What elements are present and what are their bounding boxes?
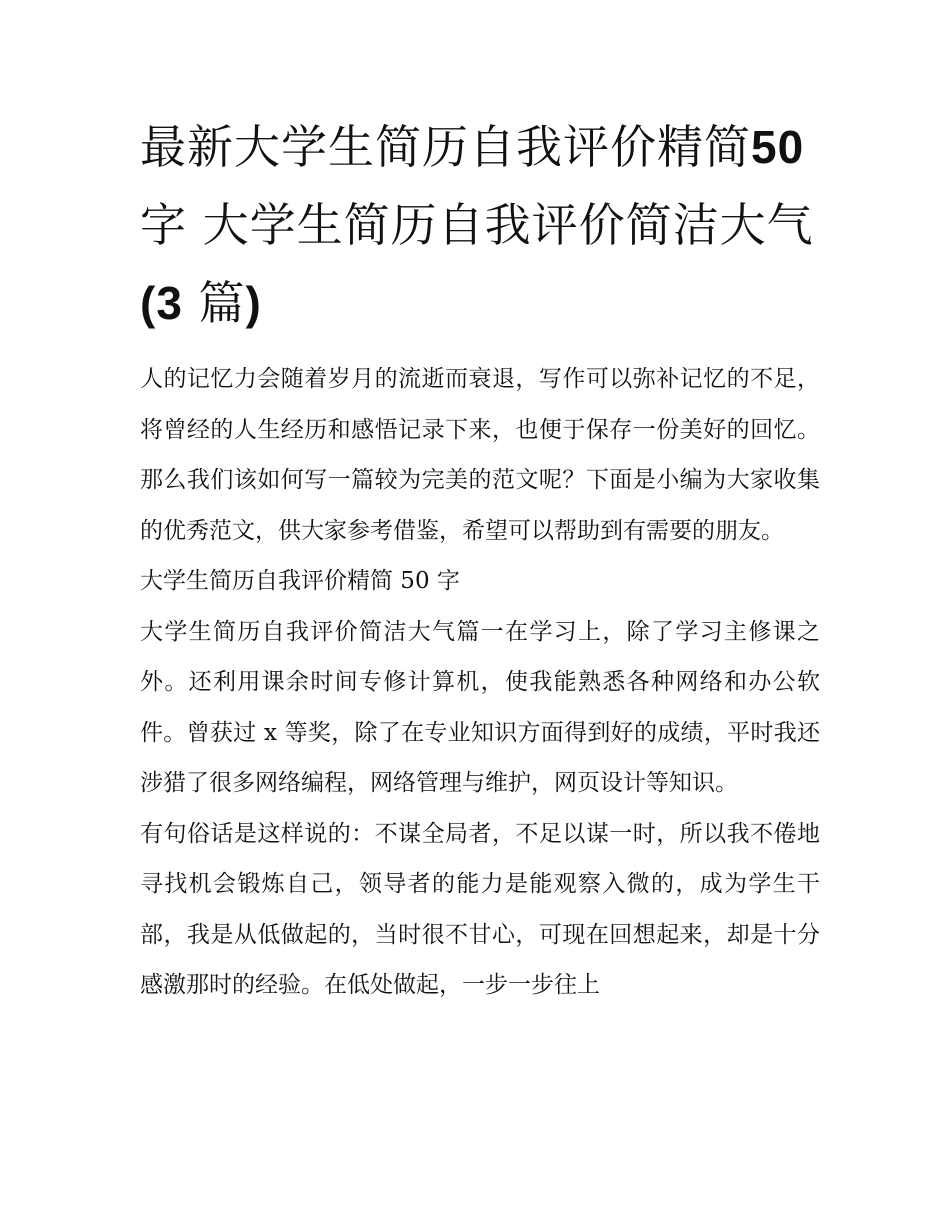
document-page bbox=[140, 108, 820, 1011]
title-text-2: 字 大学生简历自我评价简洁大气 bbox=[140, 198, 814, 252]
title-close-paren: ) bbox=[245, 277, 262, 329]
document-title bbox=[140, 108, 820, 342]
body-paragraph-2: 有句俗话是这样说的：不谋全局者，不足以谋一时，所以我不倦地寻找机会锻炼自己，领导者的能力是能观察入微的，成为学生干部，我是从低做起的，当时很不甘心，可现在回想起来，却是十分感激那时的经验。在低处做起，一步一步往上 bbox=[140, 820, 820, 998]
title-text-1: 最新大学生简历自我评价精简 bbox=[140, 120, 751, 174]
section-heading: 大学生简历自我评价精简 50 字 bbox=[140, 568, 460, 594]
title-number-3: (3 bbox=[140, 277, 183, 329]
title-number-50: 50 bbox=[751, 121, 805, 173]
body-paragraph-1: 大学生简历自我评价简洁大气篇一在学习上，除了学习主修课之外。还利用课余时间专修计算机，使我能熟悉各种网络和办公软件。曾获过 x 等奖，除了在专业知识方面得到好的成绩，平时我还涉猎了很多网络编程，网络管理与维护，网页设计等知识。 bbox=[140, 618, 820, 796]
title-text-3: 篇 bbox=[182, 276, 246, 330]
intro-paragraph: 人的记忆力会随着岁月的流逝而衰退，写作可以弥补记忆的不足，将曾经的人生经历和感悟记录下来，也便于保存一份美好的回忆。那么我们该如何写一篇较为完美的范文呢？下面是小编为大家收集的优秀范文，供大家参考借鉴，希望可以帮助到有需要的朋友。 bbox=[140, 366, 820, 544]
